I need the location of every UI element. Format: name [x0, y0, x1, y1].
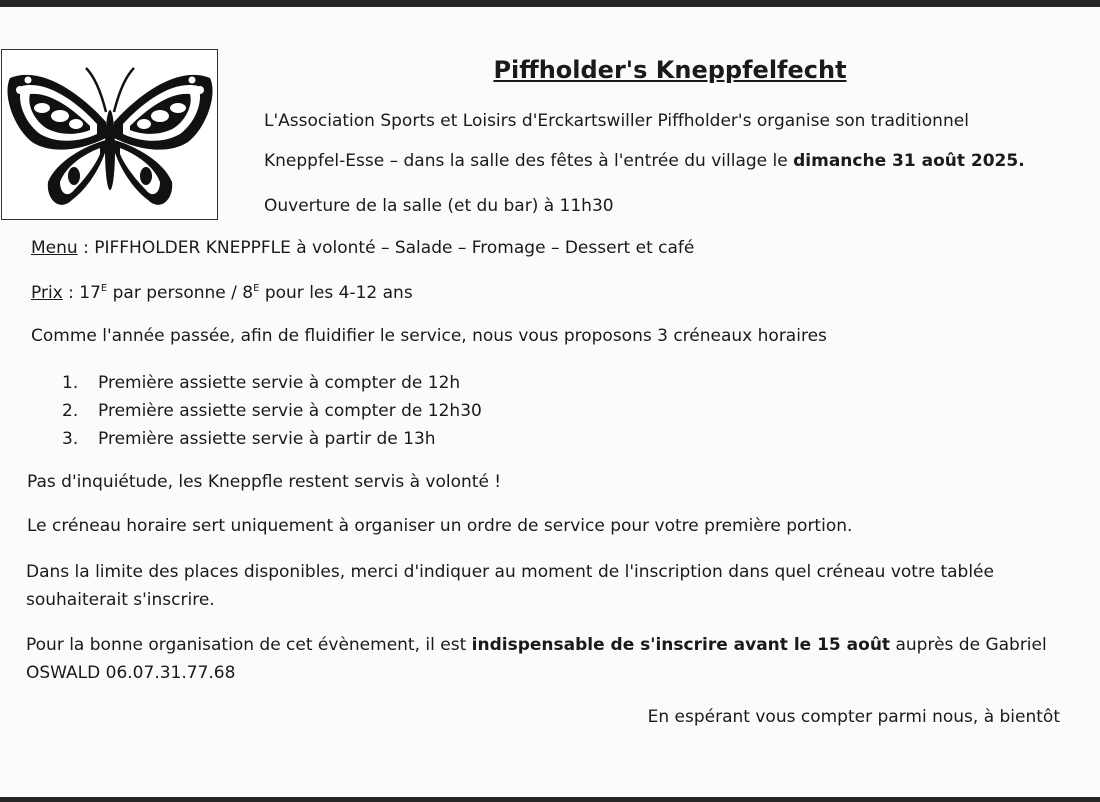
slots-intro: Comme l'année passée, afin de fluidifier le service, nous vous proposons 3 créneaux horaires — [31, 326, 827, 346]
slot-text: Première assiette servie à compter de 12h — [98, 373, 461, 393]
intro-line-1: L'Association Sports et Loisirs d'Erckartswiller Piffholder's organise son traditionnel — [264, 111, 969, 131]
closing-line: En espérant vous compter parmi nous, à bientôt — [647, 707, 1060, 727]
reassurance: Pas d'inquiétude, les Kneppfle restent servis à volonté ! — [27, 472, 502, 492]
price-label: Prix — [31, 283, 63, 303]
registration-deadline: indispensable de s'inscrire avant le 15 août — [471, 635, 891, 655]
list-item — [62, 369, 482, 397]
slot-number: 2. — [62, 401, 79, 421]
slot-number: 1. — [62, 373, 79, 393]
intro-line-2-text: Kneppfel-Esse – dans la salle des fêtes à l'entrée du village le — [264, 151, 794, 171]
scan-top-edge — [0, 0, 1100, 7]
registration-paragraph — [26, 631, 1076, 687]
price-part-3: pour les 4-12 ans — [259, 283, 413, 303]
menu-text: : PIFFHOLDER KNEPPFLE à volonté – Salade – Fromage – Dessert et café — [77, 238, 695, 258]
registration-contact: auprès de Gabriel OSWALD 06.07.31.77.68 — [26, 635, 1047, 683]
page-title: Piffholder's Kneppfelfecht — [493, 56, 847, 84]
price-currency-2: E — [253, 283, 260, 294]
menu-label: Menu — [31, 238, 78, 258]
opening-time: Ouverture de la salle (et du bar) à 11h30 — [264, 196, 614, 216]
list-item — [62, 425, 482, 453]
butterfly-icon — [2, 50, 219, 221]
scan-bottom-edge — [0, 797, 1100, 802]
price-part-1: : 17 — [62, 283, 101, 303]
slot-text: Première assiette servie à compter de 12h30 — [98, 401, 482, 421]
slot-text: Première assiette servie à partir de 13h — [98, 429, 436, 449]
event-date: dimanche 31 août 2025. — [793, 151, 1025, 171]
butterfly-logo — [1, 49, 218, 220]
price-part-2: par personne / 8 — [107, 283, 254, 303]
slot-purpose: Le créneau horaire sert uniquement à organiser un ordre de service pour votre première portion. — [27, 516, 853, 536]
intro-line-2 — [264, 151, 1025, 171]
price-line — [31, 283, 413, 303]
slot-number: 3. — [62, 429, 79, 449]
price-currency-1: E — [100, 283, 108, 294]
registration-prefix: Pour la bonne organisation de cet évènement, il est — [26, 635, 472, 655]
menu-line — [31, 238, 694, 258]
list-item — [62, 397, 482, 425]
slot-list — [62, 369, 482, 453]
limit-paragraph: Dans la limite des places disponibles, merci d'indiquer au moment de l'inscription dans quel créneau votre tablée souhaiterait s'inscrire. — [26, 562, 994, 610]
